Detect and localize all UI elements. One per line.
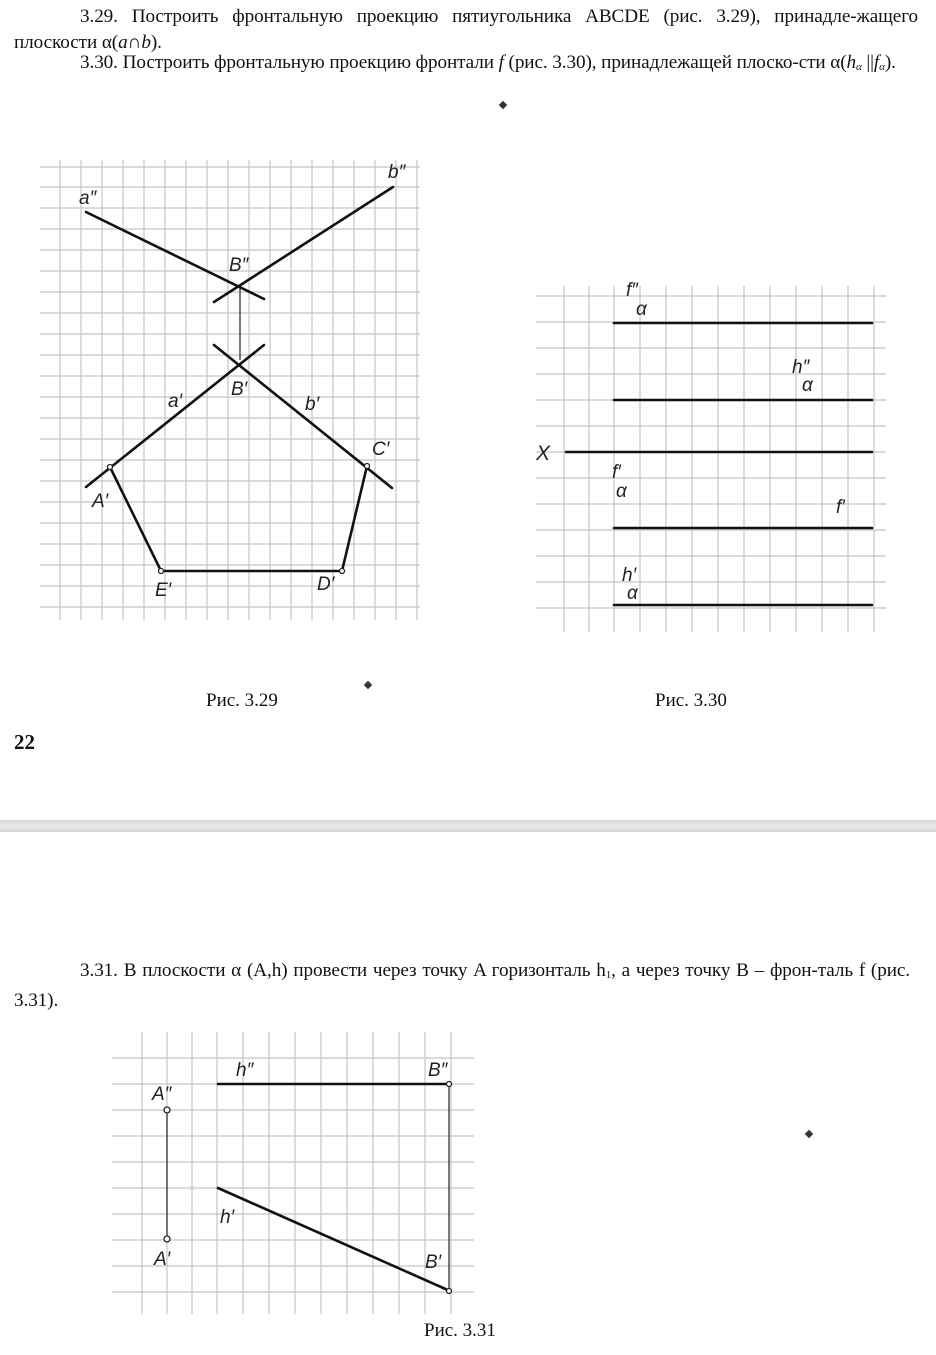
point-A2 [164,1107,170,1113]
label-f1-right: f′ [836,497,845,518]
label-h2: h″ [236,1060,254,1081]
label-A1: A′ [154,1249,171,1270]
label-B1: B′ [231,379,248,400]
label-B2: B″ [229,255,249,276]
caption-figure-3-30: Рис. 3.30 [655,690,727,711]
label-h1: h′ [622,565,637,586]
label-a1: a′ [168,391,183,412]
label-b1: b′ [305,394,320,415]
problem-3-30-text: 3.30. Построить фронтальную проекцию фронтали f (рис. 3.30), принадлежащей плоско-сти α(hα ||fα). [80,52,896,73]
label-h2-sub: α [802,375,813,396]
label-h2: h″ [792,357,810,378]
point-A1 [164,1236,170,1242]
label-C1: C′ [372,439,390,460]
figure-3-31-grid [112,1032,474,1314]
label-a2: a″ [79,188,97,209]
label-B1: B′ [425,1252,442,1273]
label-h1: h′ [220,1207,235,1228]
point-B2 [447,1082,452,1087]
problem-3-29-text: 3.29. Построить фронтальную проекцию пятиугольника ABCDE (рис. 3.29), принадле-жащего плоскости α(a∩b). [14,6,918,53]
grid-node-dot [190,1186,195,1191]
label-f1-sub: α [616,481,627,502]
label-f2: f″ [626,280,639,301]
label-x-axis: X [536,442,551,465]
page-number: 22 [14,730,35,754]
label-h1-sub: α [627,583,638,604]
label-A1: A′ [92,491,109,512]
point-B1 [447,1289,452,1294]
label-D1: D′ [317,574,335,595]
label-E1: E′ [155,580,172,601]
caption-figure-3-31: Рис. 3.31 [424,1320,496,1341]
label-f1: f′ [612,462,621,483]
label-B2: B″ [428,1060,448,1081]
label-A2: A″ [152,1084,172,1105]
label-b2: b″ [388,162,406,183]
label-f2-sub: α [636,299,647,320]
problem-3-31-text: 3.31. В плоскости α (A,h) провести через точку A горизонталь h1, а через точку B – фрон-таль f (рис. 3.31). [14,960,910,1011]
caption-figure-3-29: Рис. 3.29 [206,690,278,711]
